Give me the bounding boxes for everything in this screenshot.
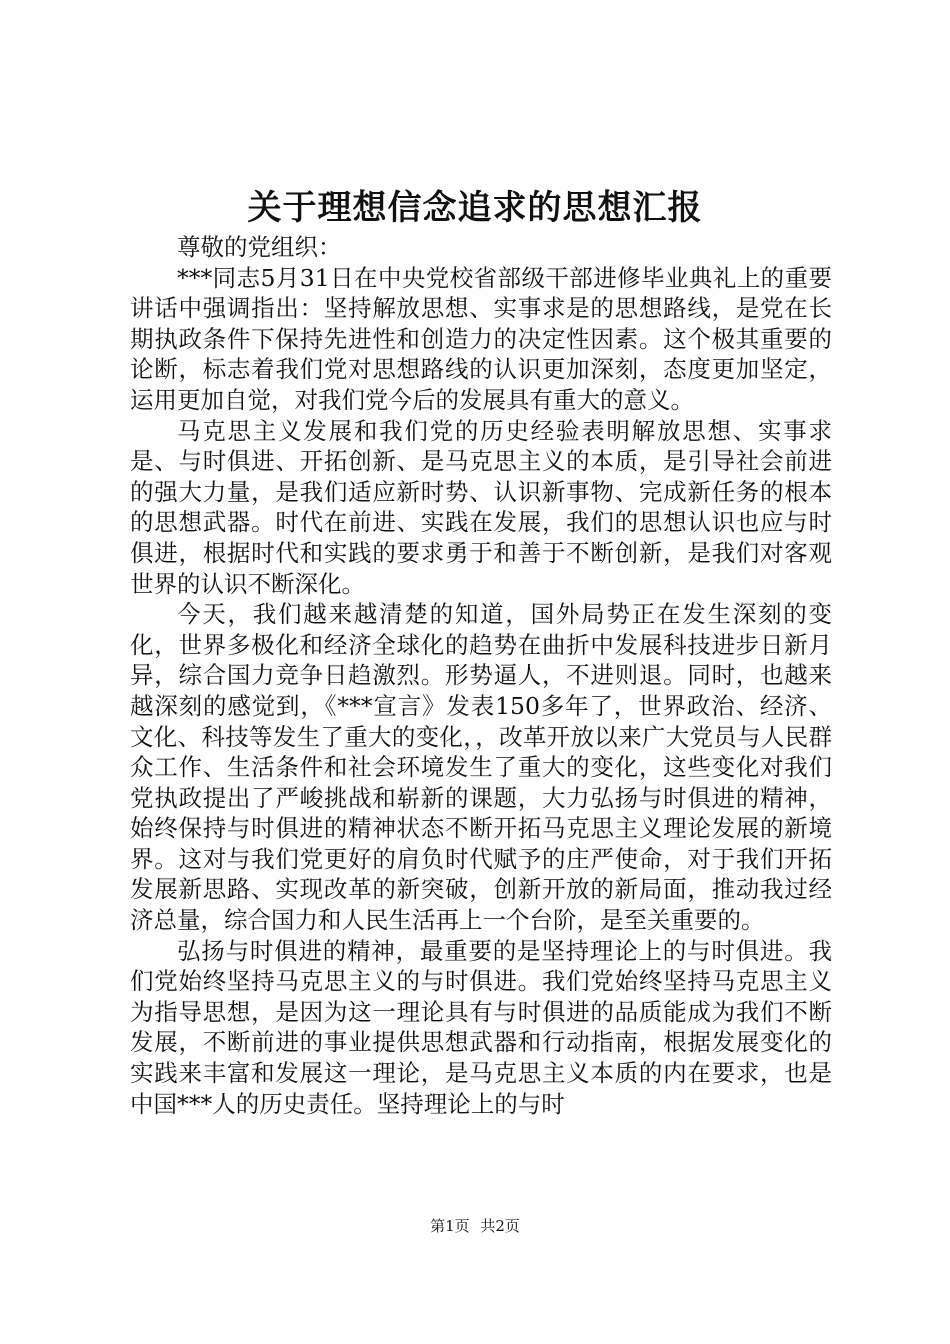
paragraph: ***同志5月31日在中央党校省部级干部进修毕业典礼上的重要讲话中强调指出：坚持解放思想、实事求是的思想路线，是党在长期执政条件下保持先进性和创造力的决定性因素。这个极其重要的论断，标志着我们党对思想路线的认识更加深刻，态度更加坚定，运用更加自觉，对我们党今后的发展具有重大的意义。 xyxy=(130,263,832,414)
salutation: 尊敬的党组织： xyxy=(177,233,342,261)
paragraph: 马克思主义发展和我们党的历史经验表明解放思想、实事求是、与时俱进、开拓创新、是马克思主义的本质，是引导社会前进的强大力量，是我们适应新时势、认识新事物、完成新任务的根本的思想武器。时代在前进、实践在发展，我们的思想认识也应与时俱进，根据时代和实践的要求勇于和善于不断创新，是我们对客观世界的认识不断深化。 xyxy=(130,416,832,598)
page-total: 共2页 xyxy=(480,1217,520,1235)
page-number: 第1页 xyxy=(430,1217,470,1235)
document-body xyxy=(130,232,832,1119)
document-title: 关于理想信念追求的思想汇报 xyxy=(247,188,703,228)
page-footer xyxy=(0,1216,950,1236)
paragraph: 今天，我们越来越清楚的知道，国外局势正在发生深刻的变化，世界多极化和经济全球化的趋势在曲折中发展科技进步日新月异，综合国力竞争日趋激烈。形势逼人，不进则退。同时，也越来越深刻的感觉到，《***宣言》发表150多年了，世界政治、经济、文化、科技等发生了重大的变化，，改革开放以来广大党员与人民群众工作、生活条件和社会环境发生了重大的变化，这些变化对我们党执政提出了严峻挑战和崭新的课题，大力弘扬与时俱进的精神，始终保持与时俱进的精神状态不断开拓马克思主义理论发展的新境界。这对与我们党更好的肩负时代赋予的庄严使命，对于我们开拓发展新思路、实现改革的新突破，创新开放的新局面，推动我过经济总量，综合国力和人民生活再上一个台阶，是至关重要的。 xyxy=(130,600,832,935)
paragraph: 弘扬与时俱进的精神，最重要的是坚持理论上的与时俱进。我们党始终坚持马克思主义的与时俱进。我们党始终坚持马克思主义为指导思想，是因为这一理论具有与时俱进的品质能成为我们不断发展，不断前进的事业提供思想武器和行动指南，根据发展变化的实践来丰富和发展这一理论，是马克思主义本质的内在要求，也是中国***人的历史责任。坚持理论上的与时 xyxy=(130,936,832,1118)
